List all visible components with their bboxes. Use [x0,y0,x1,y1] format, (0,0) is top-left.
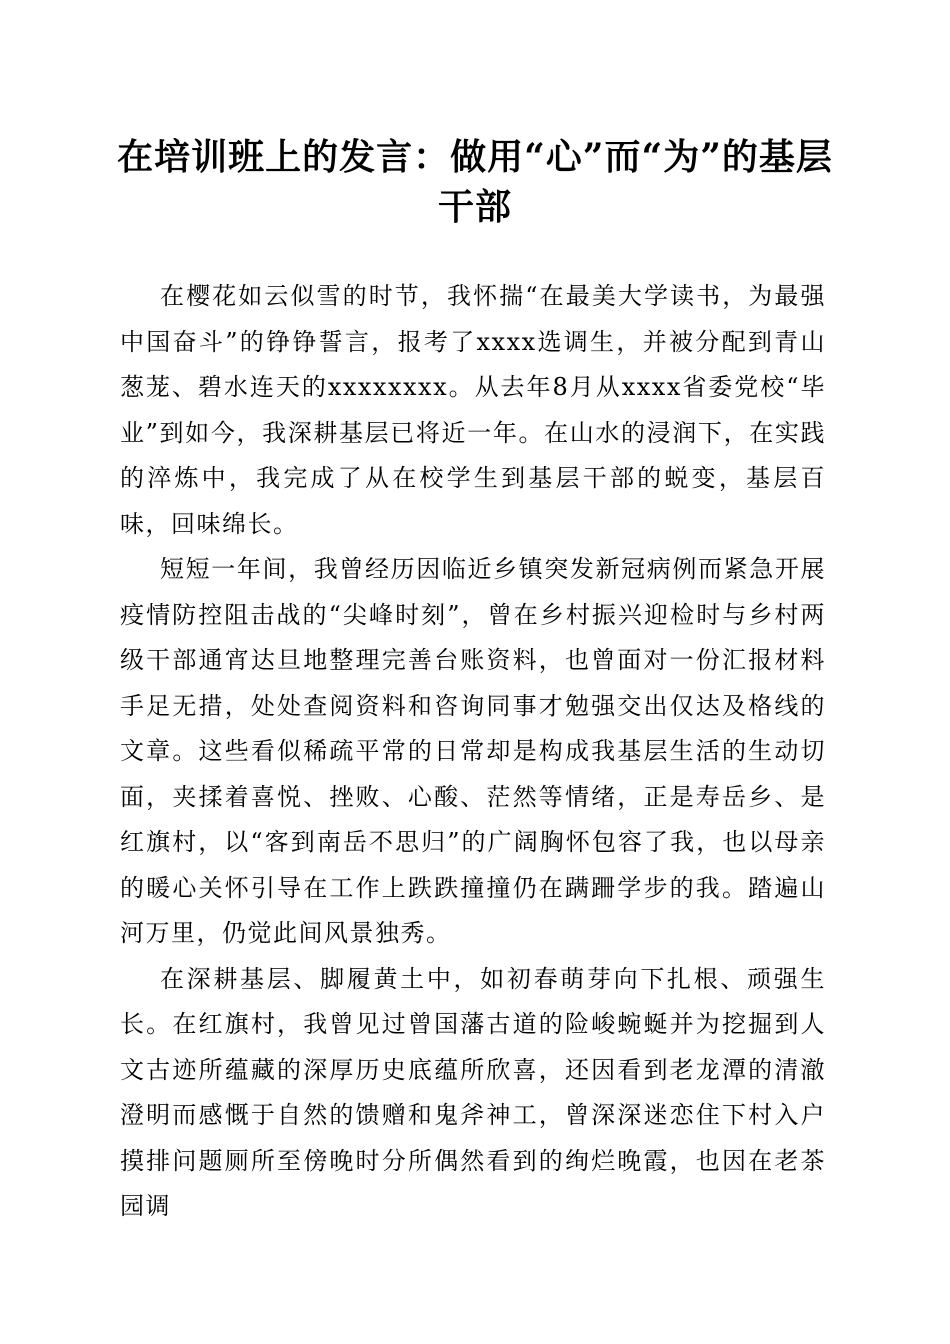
paragraph: 在樱花如云似雪的时节，我怀揣“在最美大学读书，为最强中国奋斗”的铮铮誓言，报考了xxxx选调生，并被分配到青山葱茏、碧水连天的xxxxxxxx。从去年8月从xxxx省委党校“毕业”到如今，我深耕基层已将近一年。在山水的浸润下，在实践的淬炼中，我完成了从在校学生到基层干部的蜕变，基层百味，回味绵长。 [120,282,826,538]
paragraph: 短短一年间，我曾经历因临近乡镇突发新冠病例而紧急开展疫情防控阻击战的“尖峰时刻”，曾在乡村振兴迎检时与乡村两级干部通宵达旦地整理完善台账资料，也曾面对一份汇报材料手足无措，处处查阅资料和咨询同事才勉强交出仅达及格线的文章。这些看似稀疏平常的日常却是构成我基层生活的生动切面，夹揉着喜悦、挫败、心酸、茫然等情绪，正是寿岳乡、是红旗村，以“客到南岳不思归”的广阔胸怀包容了我，也以母亲的暖心关怀引导在工作上跌跌撞撞仍在蹒跚学步的我。踏遍山河万里，仍觉此间风景独秀。 [120,555,826,947]
paragraph: 在深耕基层、脚履黄土中，如初春萌芽向下扎根、顽强生长。在红旗村，我曾见过曾国藩古道的险峻蜿蜒并为挖掘到人文古迹所蕴藏的深厚历史底蕴所欣喜，还因看到老龙潭的清澈澄明而感慨于自然的馈赠和鬼斧神工，曾深深迷恋住下村入户摸排问题厕所至傍晚时分所偶然看到的绚烂晚霞，也因在老茶园调 [120,964,826,1220]
document-title: 在培训班上的发言：做用“心”而“为”的基层干部 [117,136,833,228]
document-body [120,274,826,1230]
